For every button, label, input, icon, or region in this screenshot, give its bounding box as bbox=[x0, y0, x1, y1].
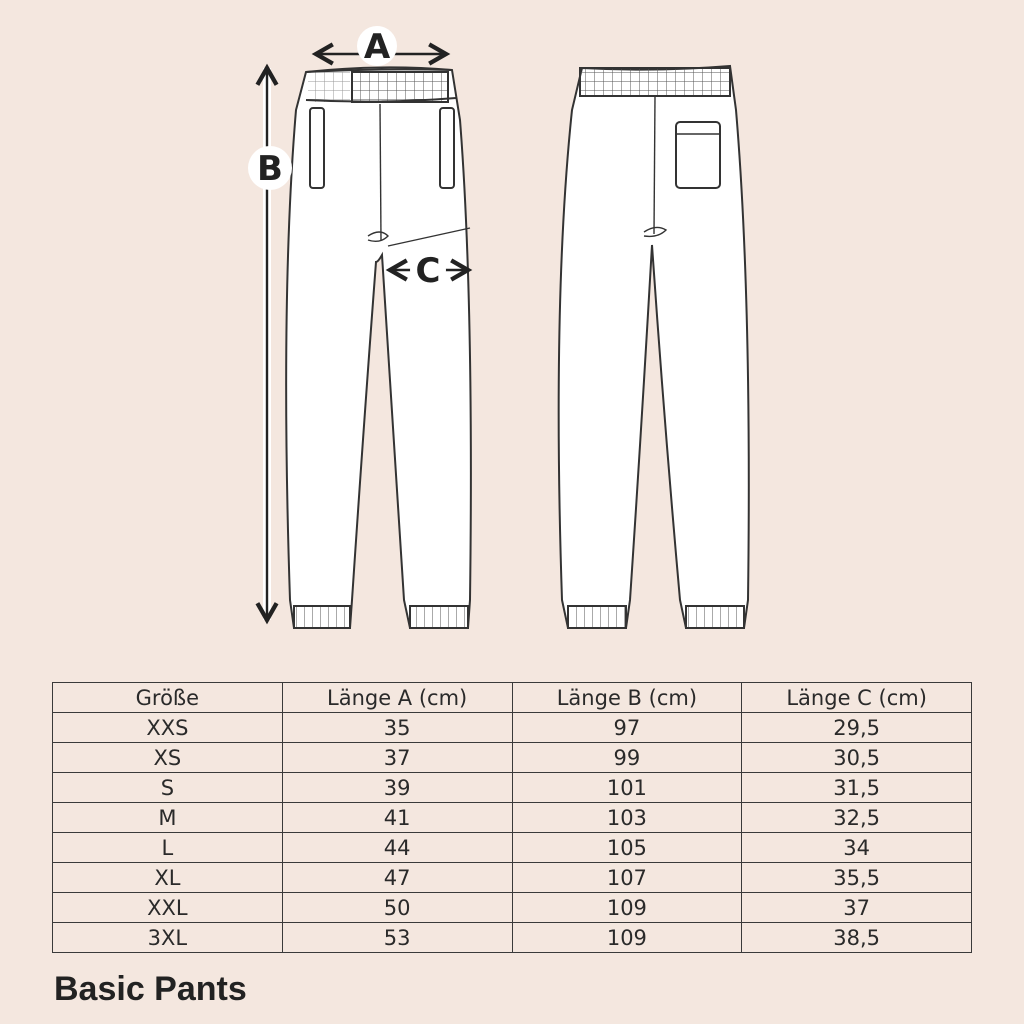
cell-size: XXS bbox=[53, 713, 283, 743]
table-row bbox=[53, 743, 972, 773]
back-pants-drawing bbox=[559, 66, 749, 628]
cell-length-c: 37 bbox=[742, 893, 972, 923]
header-length-b: Länge B (cm) bbox=[512, 683, 742, 713]
cell-size: L bbox=[53, 833, 283, 863]
cell-length-c: 38,5 bbox=[742, 923, 972, 953]
cell-length-c: 34 bbox=[742, 833, 972, 863]
cell-length-a: 50 bbox=[282, 893, 512, 923]
measurement-a bbox=[316, 26, 446, 67]
cell-length-b: 107 bbox=[512, 863, 742, 893]
cell-length-a: 37 bbox=[282, 743, 512, 773]
cell-length-a: 39 bbox=[282, 773, 512, 803]
cell-size: XXL bbox=[53, 893, 283, 923]
cell-length-b: 103 bbox=[512, 803, 742, 833]
cell-length-b: 109 bbox=[512, 923, 742, 953]
header-length-c: Länge C (cm) bbox=[742, 683, 972, 713]
cell-length-c: 31,5 bbox=[742, 773, 972, 803]
cell-size: 3XL bbox=[53, 923, 283, 953]
cell-size: S bbox=[53, 773, 283, 803]
cell-size: XL bbox=[53, 863, 283, 893]
cell-length-c: 30,5 bbox=[742, 743, 972, 773]
cell-length-c: 29,5 bbox=[742, 713, 972, 743]
cell-length-a: 41 bbox=[282, 803, 512, 833]
table-row bbox=[53, 893, 972, 923]
cell-size: XS bbox=[53, 743, 283, 773]
table-row bbox=[53, 713, 972, 743]
cell-length-c: 32,5 bbox=[742, 803, 972, 833]
header-size: Größe bbox=[53, 683, 283, 713]
product-title: Basic Pants bbox=[54, 970, 247, 1008]
table-row bbox=[53, 833, 972, 863]
cell-length-a: 44 bbox=[282, 833, 512, 863]
measurement-b-label: B bbox=[257, 149, 283, 189]
cell-length-b: 99 bbox=[512, 743, 742, 773]
table-row bbox=[53, 863, 972, 893]
cell-length-b: 101 bbox=[512, 773, 742, 803]
table-row bbox=[53, 803, 972, 833]
cell-length-b: 97 bbox=[512, 713, 742, 743]
cell-length-a: 35 bbox=[282, 713, 512, 743]
size-table bbox=[52, 682, 972, 953]
measurement-a-label: A bbox=[363, 27, 391, 67]
cell-length-c: 35,5 bbox=[742, 863, 972, 893]
front-pants-drawing bbox=[286, 67, 471, 628]
measurement-c-label: C bbox=[415, 251, 441, 291]
cell-length-b: 109 bbox=[512, 893, 742, 923]
cell-size: M bbox=[53, 803, 283, 833]
table-row bbox=[53, 773, 972, 803]
table-header-row bbox=[53, 683, 972, 713]
cell-length-a: 47 bbox=[282, 863, 512, 893]
header-length-a: Länge A (cm) bbox=[282, 683, 512, 713]
cell-length-b: 105 bbox=[512, 833, 742, 863]
cell-length-a: 53 bbox=[282, 923, 512, 953]
table-row bbox=[53, 923, 972, 953]
